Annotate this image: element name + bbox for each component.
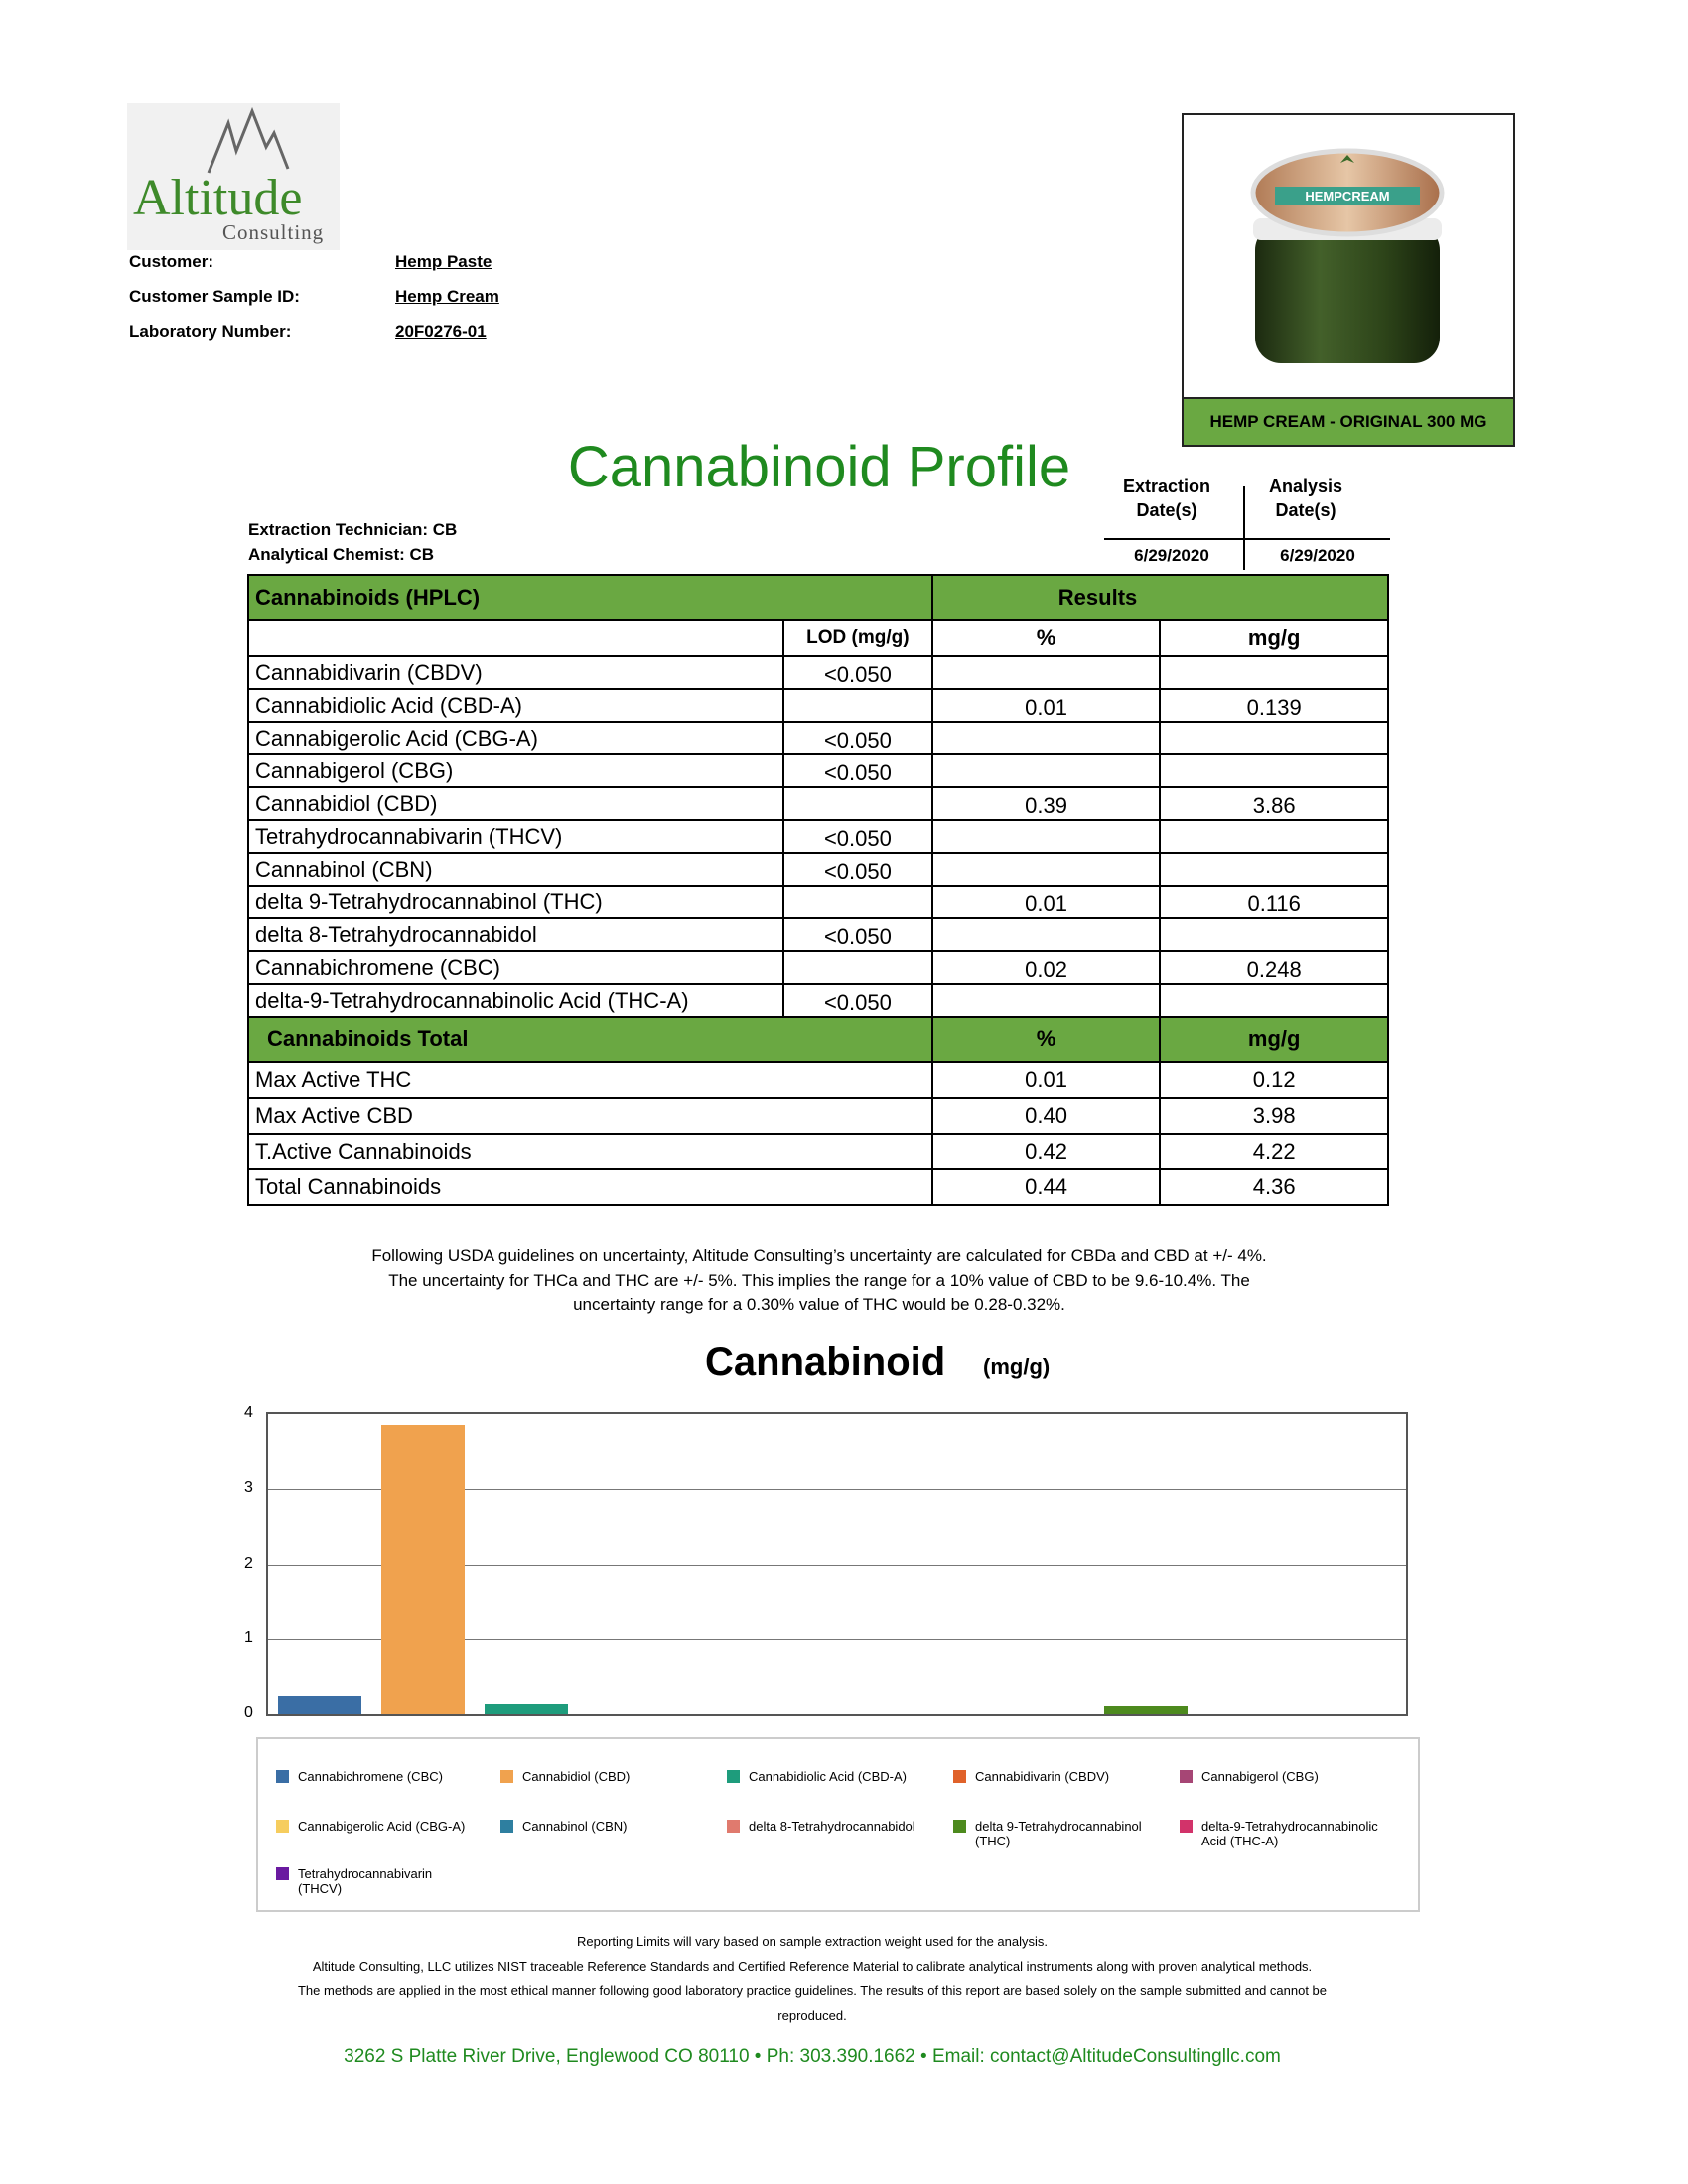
cannabinoid-name-cell: delta 9-Tetrahydrocannabinol (THC) bbox=[248, 886, 783, 918]
total-percent-cell: 0.42 bbox=[932, 1134, 1161, 1169]
cannabinoid-name-cell: Cannabichromene (CBC) bbox=[248, 951, 783, 984]
total-percent-cell: 0.40 bbox=[932, 1098, 1161, 1134]
product-caption: HEMP CREAM - ORIGINAL 300 MG bbox=[1184, 397, 1513, 445]
mgg-cell: 0.139 bbox=[1160, 689, 1388, 722]
legend-swatch bbox=[500, 1770, 513, 1783]
lod-cell bbox=[783, 886, 932, 918]
extraction-date-value: 6/29/2020 bbox=[1134, 546, 1209, 565]
legend-label: delta-9-Tetrahydrocannabinolic Acid (THC-A) bbox=[1201, 1819, 1378, 1848]
bar-0 bbox=[278, 1696, 361, 1714]
legend-label: Cannabidiolic Acid (CBD-A) bbox=[749, 1769, 907, 1784]
legend-swatch bbox=[953, 1820, 966, 1833]
chart-unit-label: (mg/g) bbox=[983, 1354, 1051, 1379]
table-row bbox=[248, 951, 1388, 984]
table-row bbox=[248, 853, 1388, 886]
percent-cell: 0.02 bbox=[932, 951, 1161, 984]
mgg-cell bbox=[1160, 754, 1388, 787]
total-name-cell: Max Active CBD bbox=[248, 1098, 932, 1134]
footer-line-4: reproduced. bbox=[777, 2008, 847, 2023]
total-mgg-cell: 0.12 bbox=[1160, 1062, 1388, 1098]
legend-swatch bbox=[727, 1770, 740, 1783]
product-image bbox=[1182, 113, 1515, 447]
table-row bbox=[248, 984, 1388, 1017]
percent-cell bbox=[932, 853, 1161, 886]
cannabinoid-name-cell: Cannabidiol (CBD) bbox=[248, 787, 783, 820]
lod-cell bbox=[783, 787, 932, 820]
note-line-1: Following USDA guidelines on uncertainty, Altitude Consulting’s uncertainty are calculated for CBDa and CBD at +/- 4%. bbox=[371, 1246, 1267, 1265]
legend-label: Cannabidiol (CBD) bbox=[522, 1769, 631, 1784]
percent-cell: 0.01 bbox=[932, 689, 1161, 722]
legend-label: Cannabidivarin (CBDV) bbox=[975, 1769, 1110, 1784]
bar-1 bbox=[381, 1425, 465, 1714]
legend-swatch bbox=[500, 1820, 513, 1833]
page-title: Cannabinoid Profile bbox=[567, 435, 1071, 499]
mgg-cell: 0.116 bbox=[1160, 886, 1388, 918]
company-address: 3262 S Platte River Drive, Englewood CO 80110 • Ph: 303.390.1662 • Email: contact@AltitudeConsultingllc.com bbox=[344, 2046, 1281, 2067]
mgg-cell bbox=[1160, 722, 1388, 754]
totals-row bbox=[248, 1134, 1388, 1169]
legend-swatch bbox=[276, 1770, 289, 1783]
total-mgg-cell: 4.22 bbox=[1160, 1134, 1388, 1169]
analysis-date-value: 6/29/2020 bbox=[1280, 546, 1355, 565]
customer-label: Customer: bbox=[129, 252, 214, 271]
lab-number-value: 20F0276-01 bbox=[395, 322, 487, 341]
table-row bbox=[248, 787, 1388, 820]
extraction-header-line1: Extraction bbox=[1122, 477, 1211, 496]
table-row bbox=[248, 754, 1388, 787]
percent-cell bbox=[932, 722, 1161, 754]
totals-mgg-header: mg/g bbox=[1160, 1017, 1388, 1062]
logo-sub-text: Consulting bbox=[222, 220, 325, 244]
note-line-2: The uncertainty for THCa and THC are +/- 5%. This implies the range for a 10% value of CBD to be 9.6-10.4%. The bbox=[388, 1271, 1250, 1290]
lod-cell: <0.050 bbox=[783, 918, 932, 951]
column-header-row bbox=[248, 620, 1388, 656]
extraction-date-header bbox=[1102, 475, 1231, 522]
sample-id-label: Customer Sample ID: bbox=[129, 287, 300, 306]
lod-cell bbox=[783, 689, 932, 722]
percent-cell bbox=[932, 984, 1161, 1017]
table-row bbox=[248, 820, 1388, 853]
table-row bbox=[248, 886, 1388, 918]
y-tick-label: 3 bbox=[244, 1478, 253, 1496]
y-tick-label: 1 bbox=[244, 1629, 253, 1647]
mgg-cell bbox=[1160, 918, 1388, 951]
cannabinoid-name-cell: Cannabinol (CBN) bbox=[248, 853, 783, 886]
mgg-cell bbox=[1160, 984, 1388, 1017]
percent-cell bbox=[932, 918, 1161, 951]
total-name-cell: T.Active Cannabinoids bbox=[248, 1134, 932, 1169]
cannabinoid-name-cell: Tetrahydrocannabivarin (THCV) bbox=[248, 820, 783, 853]
bar-2 bbox=[485, 1704, 568, 1714]
legend-label: delta 9-Tetrahydrocannabinol (THC) bbox=[975, 1819, 1142, 1848]
legend-label: delta 8-Tetrahydrocannabidol bbox=[749, 1819, 915, 1834]
mgg-cell bbox=[1160, 656, 1388, 689]
legend-swatch bbox=[276, 1820, 289, 1833]
note-line-3: uncertainty range for a 0.30% value of THC would be 0.28-0.32%. bbox=[573, 1296, 1065, 1314]
group-label: Cannabinoids (HPLC) bbox=[248, 575, 932, 620]
footer-line-2: Altitude Consulting, LLC utilizes NIST traceable Reference Standards and Certified Reference Material to calibrate analytical instruments along with proven analytical methods. bbox=[312, 1959, 1313, 1974]
totals-group-header bbox=[248, 1017, 1388, 1062]
total-name-cell: Max Active THC bbox=[248, 1062, 932, 1098]
legend-label: Cannabigerol (CBG) bbox=[1201, 1769, 1319, 1784]
cannabinoid-name-cell: Cannabigerolic Acid (CBG-A) bbox=[248, 722, 783, 754]
cannabinoid-name-cell: Cannabidivarin (CBDV) bbox=[248, 656, 783, 689]
total-mgg-cell: 4.36 bbox=[1160, 1169, 1388, 1205]
lab-number-label: Laboratory Number: bbox=[129, 322, 292, 341]
lod-cell: <0.050 bbox=[783, 754, 932, 787]
hplc-group-header bbox=[248, 575, 1388, 620]
sample-id-value: Hemp Cream bbox=[395, 287, 499, 306]
legend-swatch bbox=[1180, 1770, 1193, 1783]
lod-cell: <0.050 bbox=[783, 722, 932, 754]
uncertainty-note bbox=[298, 1243, 1340, 1317]
cannabinoid-name-cell: delta-9-Tetrahydrocannabinolic Acid (THC-A) bbox=[248, 984, 783, 1017]
totals-percent-header: % bbox=[932, 1017, 1161, 1062]
lod-cell: <0.050 bbox=[783, 656, 932, 689]
total-percent-cell: 0.44 bbox=[932, 1169, 1161, 1205]
mgg-column-header: mg/g bbox=[1160, 620, 1388, 656]
product-jar-picture bbox=[1243, 141, 1452, 379]
lod-cell: <0.050 bbox=[783, 984, 932, 1017]
lod-cell: <0.050 bbox=[783, 853, 932, 886]
cannabinoid-name-cell: Cannabigerol (CBG) bbox=[248, 754, 783, 787]
cannabinoid-results-table bbox=[247, 574, 1389, 1206]
y-tick-label: 2 bbox=[244, 1554, 253, 1571]
chart-title: Cannabinoid bbox=[705, 1340, 946, 1384]
mgg-cell: 0.248 bbox=[1160, 951, 1388, 984]
y-tick-label: 4 bbox=[244, 1404, 253, 1421]
footer-line-3: The methods are applied in the most ethical manner following good laboratory practice guidelines. The results of this report are based solely on the sample submitted and cannot be bbox=[297, 1983, 1328, 1998]
dates-divider-horizontal bbox=[1104, 538, 1390, 540]
bar-chart-plot bbox=[266, 1412, 1408, 1716]
lod-cell: <0.050 bbox=[783, 820, 932, 853]
totals-label: Cannabinoids Total bbox=[248, 1017, 932, 1062]
legend-label: Cannabichromene (CBC) bbox=[298, 1769, 443, 1784]
cannabinoid-name-cell: Cannabidiolic Acid (CBD-A) bbox=[248, 689, 783, 722]
results-label: Results bbox=[932, 575, 1388, 620]
analysis-date-header bbox=[1241, 475, 1370, 522]
extraction-technician: Extraction Technician: CB bbox=[248, 520, 458, 539]
percent-cell bbox=[932, 656, 1161, 689]
lod-column-header: LOD (mg/g) bbox=[783, 620, 932, 656]
totals-row bbox=[248, 1098, 1388, 1134]
table-row bbox=[248, 689, 1388, 722]
percent-column-header: % bbox=[932, 620, 1161, 656]
legend-swatch bbox=[1180, 1820, 1193, 1833]
mgg-cell bbox=[1160, 853, 1388, 886]
analysis-header-line1: Analysis bbox=[1268, 477, 1343, 496]
legend-swatch bbox=[953, 1770, 966, 1783]
y-tick-label: 0 bbox=[244, 1705, 253, 1721]
legend-swatch bbox=[727, 1820, 740, 1833]
percent-cell: 0.01 bbox=[932, 886, 1161, 918]
percent-cell bbox=[932, 820, 1161, 853]
total-percent-cell: 0.01 bbox=[932, 1062, 1161, 1098]
legend-label: Cannabinol (CBN) bbox=[522, 1819, 628, 1834]
mountain-icon bbox=[207, 107, 306, 177]
legend-swatch bbox=[276, 1867, 289, 1880]
lod-cell bbox=[783, 951, 932, 984]
percent-cell: 0.39 bbox=[932, 787, 1161, 820]
cannabinoid-name-cell: delta 8-Tetrahydrocannabidol bbox=[248, 918, 783, 951]
legend-label: Cannabigerolic Acid (CBG-A) bbox=[298, 1819, 466, 1834]
percent-cell bbox=[932, 754, 1161, 787]
extraction-header-line2: Date(s) bbox=[1136, 500, 1197, 520]
company-logo bbox=[127, 103, 340, 250]
footer-line-1: Reporting Limits will vary based on sample extraction weight used for the analysis. bbox=[576, 1934, 1048, 1949]
jar-label-text: HEMPCREAM bbox=[1305, 189, 1390, 204]
mgg-cell bbox=[1160, 820, 1388, 853]
total-mgg-cell: 3.98 bbox=[1160, 1098, 1388, 1134]
analytical-chemist: Analytical Chemist: CB bbox=[248, 545, 435, 564]
mgg-cell: 3.86 bbox=[1160, 787, 1388, 820]
analysis-header-line2: Date(s) bbox=[1275, 500, 1336, 520]
table-row bbox=[248, 722, 1388, 754]
total-name-cell: Total Cannabinoids bbox=[248, 1169, 932, 1205]
logo-brand-text: Altitude bbox=[133, 170, 303, 226]
table-row bbox=[248, 918, 1388, 951]
totals-row bbox=[248, 1062, 1388, 1098]
totals-row bbox=[248, 1169, 1388, 1205]
customer-value: Hemp Paste bbox=[395, 252, 492, 271]
chart-legend bbox=[256, 1737, 1420, 1912]
table-row bbox=[248, 656, 1388, 689]
legend-label: Tetrahydrocannabivarin (THCV) bbox=[298, 1866, 433, 1896]
name-column-header bbox=[248, 620, 783, 656]
bar-8 bbox=[1104, 1706, 1188, 1714]
